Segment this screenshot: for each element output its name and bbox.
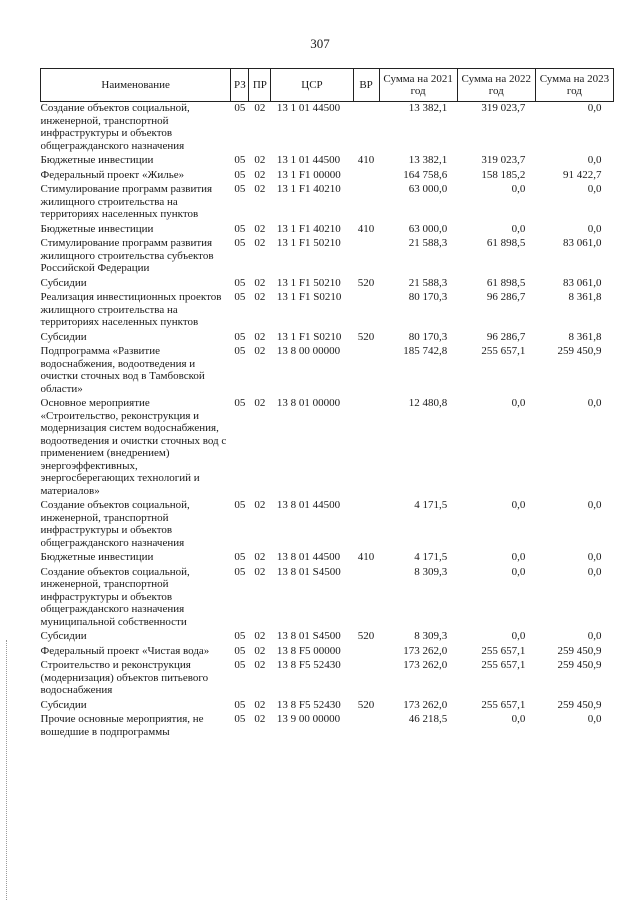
row-vr — [353, 499, 379, 551]
header-name: Наименование — [41, 69, 231, 102]
row-name: Строительство и реконструкция (модернизация) объектов питьевого водоснабжения — [40, 659, 209, 696]
row-vr — [353, 659, 379, 699]
row-name: Бюджетные инвестиции — [40, 222, 154, 235]
row-rz: 05 — [234, 713, 246, 725]
row-name: Создание объектов социальной, инженерной, транспортной инфраструктуры и объектов общегражданского назначения муниципальной собственности — [40, 565, 190, 628]
row-sum-2023: 259 450,9 — [557, 698, 602, 711]
row-sum-2022: 96 286,7 — [486, 291, 526, 303]
table-row — [41, 223, 614, 238]
table-row — [41, 183, 614, 223]
page-number: 307 — [310, 36, 330, 51]
row-pr: 02 — [254, 659, 266, 671]
table-row — [41, 345, 614, 397]
row-csr: 13 8 F5 52430 — [276, 659, 341, 671]
row-rz: 05 — [234, 276, 246, 289]
row-vr — [353, 102, 379, 155]
row-pr: 02 — [254, 168, 266, 181]
row-pr: 02 — [254, 154, 266, 166]
row-sum-2022: 0,0 — [511, 551, 526, 563]
row-pr: 02 — [254, 499, 266, 511]
table-row — [41, 566, 614, 631]
row-sum-2021: 173 262,0 — [403, 659, 448, 671]
row-vr — [353, 237, 379, 277]
row-name: Создание объектов социальной, инженерной, транспортной инфраструктуры и объектов общегражданского назначения — [40, 102, 190, 152]
row-sum-2022: 319 023,7 — [481, 102, 526, 114]
row-vr — [353, 645, 379, 660]
row-vr: 410 — [357, 154, 375, 166]
row-rz: 05 — [234, 659, 246, 671]
row-vr: 520 — [357, 698, 375, 711]
row-rz: 05 — [234, 551, 246, 563]
row-sum-2021: 4 171,5 — [414, 499, 448, 511]
table-row — [41, 331, 614, 346]
row-name: Субсидии — [40, 630, 87, 642]
row-csr: 13 1 F1 50210 — [276, 276, 341, 289]
row-rz: 05 — [234, 330, 246, 343]
row-sum-2023: 0,0 — [587, 551, 602, 563]
row-sum-2022: 255 657,1 — [481, 345, 526, 357]
row-pr: 02 — [254, 644, 266, 657]
row-pr: 02 — [254, 565, 266, 578]
header-pr: ПР — [249, 69, 271, 102]
row-sum-2023: 0,0 — [587, 102, 602, 114]
row-rz: 05 — [234, 644, 246, 657]
header-rz: РЗ — [231, 69, 249, 102]
table-row — [41, 630, 614, 645]
row-sum-2022: 0,0 — [511, 183, 526, 195]
row-pr: 02 — [254, 713, 266, 725]
row-csr: 13 9 00 00000 — [276, 713, 341, 725]
row-sum-2022: 61 898,5 — [486, 237, 526, 249]
row-sum-2021: 63 000,0 — [408, 222, 448, 235]
row-rz: 05 — [234, 345, 246, 357]
row-pr: 02 — [254, 222, 266, 235]
row-name: Реализация инвестиционных проектов жилищного строительства на территориях населенных пунктов — [40, 291, 222, 328]
row-csr: 13 1 F1 40210 — [276, 183, 341, 195]
row-pr: 02 — [254, 276, 266, 289]
row-sum-2021: 8 309,3 — [414, 565, 448, 578]
row-vr: 520 — [357, 330, 375, 343]
row-name: Субсидии — [40, 698, 87, 711]
row-rz: 05 — [234, 565, 246, 578]
row-pr: 02 — [254, 630, 266, 642]
row-csr: 13 8 00 00000 — [276, 345, 341, 357]
row-sum-2022: 0,0 — [511, 713, 526, 725]
row-vr — [353, 566, 379, 631]
row-csr: 13 8 01 44500 — [276, 499, 341, 511]
row-pr: 02 — [254, 397, 266, 409]
row-sum-2022: 0,0 — [511, 565, 526, 578]
row-sum-2021: 21 588,3 — [408, 276, 448, 289]
row-rz: 05 — [234, 168, 246, 181]
row-vr — [353, 345, 379, 397]
row-sum-2023: 8 361,8 — [568, 330, 602, 343]
row-sum-2021: 46 218,5 — [408, 713, 448, 725]
row-csr: 13 8 01 44500 — [276, 551, 341, 563]
table-row — [41, 699, 614, 714]
row-csr: 13 1 F1 40210 — [276, 222, 341, 235]
row-sum-2022: 158 185,2 — [481, 168, 526, 181]
row-sum-2023: 259 450,9 — [557, 644, 602, 657]
row-name: Основное мероприятие «Строительство, реконструкция и модернизация систем водоснабжения, водоотведения и очистки сточных вод с применением (внедрением) энергоэффективных, энергосберегающих технологий и материалов» — [40, 397, 227, 497]
row-sum-2023: 83 061,0 — [563, 237, 602, 249]
row-vr — [353, 713, 379, 740]
table-row — [41, 237, 614, 277]
row-sum-2023: 0,0 — [587, 183, 602, 195]
row-csr: 13 1 01 44500 — [276, 154, 341, 166]
row-sum-2022: 0,0 — [511, 397, 526, 409]
row-name: Создание объектов социальной, инженерной, транспортной инфраструктуры и объектов общегражданского назначения — [40, 499, 190, 549]
row-csr: 13 8 F5 52430 — [276, 698, 341, 711]
row-csr: 13 1 F1 S0210 — [276, 291, 342, 303]
row-csr: 13 8 01 S4500 — [276, 630, 341, 642]
row-name: Бюджетные инвестиции — [40, 551, 154, 563]
row-pr: 02 — [254, 237, 266, 249]
row-sum-2022: 255 657,1 — [481, 659, 526, 671]
row-sum-2023: 83 061,0 — [563, 276, 602, 289]
row-vr: 410 — [357, 222, 375, 235]
row-csr: 13 8 01 S4500 — [276, 565, 341, 578]
scan-margin-dots — [6, 640, 9, 900]
row-sum-2023: 0,0 — [587, 222, 602, 235]
table-row — [41, 169, 614, 184]
row-sum-2023: 259 450,9 — [557, 659, 602, 671]
row-vr — [353, 169, 379, 184]
row-csr: 13 8 F5 00000 — [276, 644, 341, 657]
table-row — [41, 659, 614, 699]
row-sum-2021: 21 588,3 — [408, 237, 448, 249]
row-sum-2023: 0,0 — [587, 154, 602, 166]
row-sum-2022: 61 898,5 — [486, 276, 526, 289]
row-csr: 13 1 F1 S0210 — [276, 330, 342, 343]
row-sum-2023: 0,0 — [587, 630, 602, 642]
row-sum-2021: 8 309,3 — [414, 630, 448, 642]
row-sum-2022: 319 023,7 — [481, 154, 526, 166]
table-header-row — [41, 69, 614, 102]
row-csr: 13 1 F1 00000 — [276, 168, 341, 181]
table-row — [41, 397, 614, 499]
row-name: Бюджетные инвестиции — [40, 154, 154, 166]
table-row — [41, 291, 614, 331]
row-vr — [353, 397, 379, 499]
row-sum-2021: 173 262,0 — [403, 644, 448, 657]
row-sum-2021: 13 382,1 — [408, 102, 448, 114]
table-row — [41, 277, 614, 292]
row-pr: 02 — [254, 345, 266, 357]
row-pr: 02 — [254, 698, 266, 711]
row-pr: 02 — [254, 102, 266, 114]
row-sum-2021: 185 742,8 — [403, 345, 448, 357]
row-rz: 05 — [234, 698, 246, 711]
row-sum-2022: 255 657,1 — [481, 698, 526, 711]
header-sum-2022: Сумма на 2022 год — [457, 69, 535, 102]
table-row — [41, 154, 614, 169]
row-vr: 520 — [357, 630, 375, 642]
row-sum-2023: 259 450,9 — [557, 345, 602, 357]
header-sum-2023: Сумма на 2023 год — [535, 69, 613, 102]
table-body — [41, 102, 614, 741]
row-pr: 02 — [254, 551, 266, 563]
table-row — [41, 551, 614, 566]
row-vr: 410 — [357, 551, 375, 563]
row-pr: 02 — [254, 330, 266, 343]
row-sum-2021: 164 758,6 — [403, 168, 448, 181]
row-name: Федеральный проект «Жилье» — [40, 168, 185, 181]
row-name: Прочие основные мероприятия, не вошедшие в подпрограммы — [40, 713, 204, 738]
table-row — [41, 713, 614, 740]
row-sum-2021: 12 480,8 — [408, 397, 448, 409]
row-sum-2022: 0,0 — [511, 630, 526, 642]
table-row — [41, 499, 614, 551]
row-sum-2023: 0,0 — [587, 565, 602, 578]
row-rz: 05 — [234, 102, 246, 114]
row-sum-2022: 0,0 — [511, 499, 526, 511]
row-sum-2021: 63 000,0 — [408, 183, 448, 195]
header-sum-2021: Сумма на 2021 год — [379, 69, 457, 102]
row-csr: 13 8 01 00000 — [276, 397, 341, 409]
header-vr: ВР — [353, 69, 379, 102]
row-name: Субсидии — [40, 276, 87, 289]
row-rz: 05 — [234, 183, 246, 195]
row-sum-2022: 96 286,7 — [486, 330, 526, 343]
row-sum-2023: 0,0 — [587, 397, 602, 409]
row-csr: 13 1 01 44500 — [276, 102, 341, 114]
row-sum-2021: 173 262,0 — [403, 698, 448, 711]
row-csr: 13 1 F1 50210 — [276, 237, 341, 249]
row-sum-2023: 0,0 — [587, 713, 602, 725]
row-sum-2022: 255 657,1 — [481, 644, 526, 657]
row-pr: 02 — [254, 183, 266, 195]
row-name: Федеральный проект «Чистая вода» — [40, 644, 210, 657]
row-name: Подпрограмма «Развитие водоснабжения, водоотведения и очистки сточных вод в Тамбовской области» — [40, 345, 205, 395]
row-rz: 05 — [234, 291, 246, 303]
row-rz: 05 — [234, 154, 246, 166]
row-name: Субсидии — [40, 330, 87, 343]
row-sum-2021: 80 170,3 — [408, 291, 448, 303]
row-rz: 05 — [234, 237, 246, 249]
row-name: Стимулирование программ развития жилищного строительства на территориях населенных пунктов — [40, 183, 213, 220]
row-sum-2022: 0,0 — [511, 222, 526, 235]
row-rz: 05 — [234, 499, 246, 511]
budget-table — [40, 68, 614, 740]
row-sum-2021: 13 382,1 — [408, 154, 448, 166]
row-sum-2023: 0,0 — [587, 499, 602, 511]
table-row — [41, 102, 614, 155]
row-sum-2021: 80 170,3 — [408, 330, 448, 343]
row-sum-2023: 91 422,7 — [563, 168, 602, 181]
row-rz: 05 — [234, 630, 246, 642]
row-vr: 520 — [357, 276, 375, 289]
row-rz: 05 — [234, 222, 246, 235]
table-row — [41, 645, 614, 660]
row-sum-2023: 8 361,8 — [568, 291, 602, 303]
row-rz: 05 — [234, 397, 246, 409]
row-pr: 02 — [254, 291, 266, 303]
header-csr: ЦСР — [271, 69, 353, 102]
row-vr — [353, 183, 379, 223]
row-vr — [353, 291, 379, 331]
row-sum-2021: 4 171,5 — [414, 551, 448, 563]
row-name: Стимулирование программ развития жилищного строительства субъектов Российской Федерации — [40, 237, 214, 274]
